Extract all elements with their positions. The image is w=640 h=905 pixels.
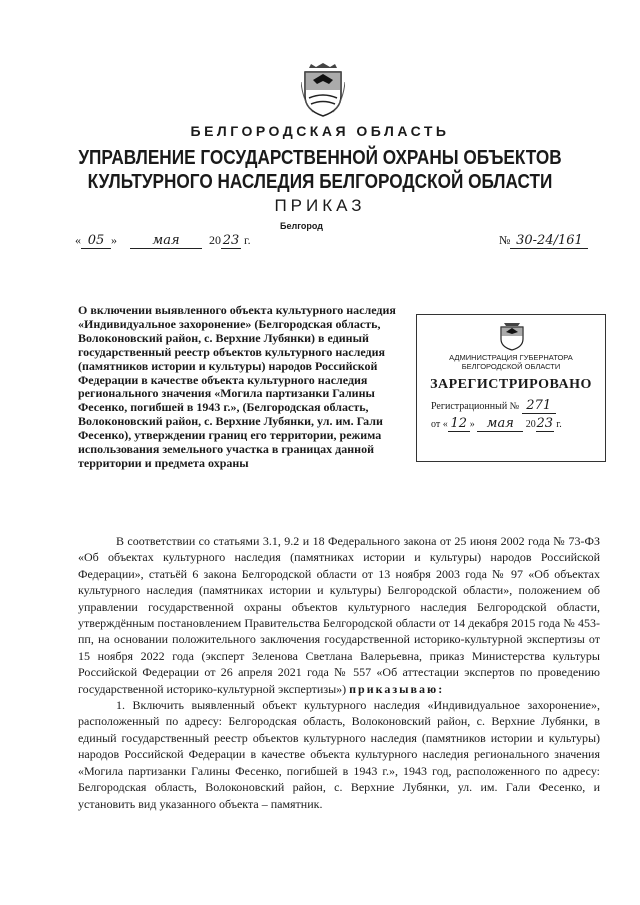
region-name: БЕЛГОРОДСКАЯ ОБЛАСТЬ <box>190 123 450 139</box>
date-month: мая <box>130 234 202 249</box>
order-number <box>499 233 588 249</box>
stamp-date-month: мая <box>477 417 523 432</box>
stamp-date-year-suffix: 23 <box>536 416 554 431</box>
document-type: ПРИКАЗ <box>274 196 366 215</box>
date-day: 05 <box>81 234 111 249</box>
city-name: Белгород <box>280 221 323 231</box>
stamp-registered: ЗАРЕГИСТРИРОВАНО <box>430 377 592 392</box>
order-word: приказываю: <box>349 681 445 696</box>
date-year-suffix: 23 <box>222 233 240 248</box>
stamp-reg-number-value: 271 <box>522 399 556 414</box>
stamp-date <box>431 417 562 432</box>
stamp-date-open-quote: « <box>442 419 448 430</box>
stamp-reg-number <box>431 399 556 414</box>
date-year-label: г. <box>244 233 251 247</box>
preamble-paragraph <box>78 533 600 697</box>
stamp-date-day: 12 <box>448 417 470 432</box>
date-year-prefix: 20 <box>209 233 221 247</box>
stamp-organization <box>417 353 605 371</box>
stamp-reg-number-label: Регистрационный № <box>431 401 520 412</box>
stamp-org-line-2: БЕЛГОРОДСКОЙ ОБЛАСТИ <box>461 362 561 371</box>
stamp-emblem-icon <box>499 321 525 351</box>
item-1-paragraph: 1. Включить выявленный объект культурного наследия «Индивидуальное захоронение», расположенный по адресу: Белгородская область, Волоконовский район, с. Верхние Лубянки, в единый государственный реестр объектов культурного наследия (памятников истории и культуры) народов Российской Федерации в качестве объекта культурного наследия регионального значения «Могила партизанки Галины Фесенко, погибшей в 1943 г.», 1943 год, расположенного по адресу: Белгородская область, Волоконовский район, с. Верхние Лубянки, ул. им. Гали Фесенко, и установить вид указанного объекта – памятник. <box>78 698 600 811</box>
department-line-1: УПРАВЛЕНИЕ ГОСУДАРСТВЕННОЙ ОХРАНЫ ОБЪЕКТОВ <box>78 147 562 169</box>
date-open-quote: « <box>75 233 81 247</box>
department-line-2: КУЛЬТУРНОГО НАСЛЕДИЯ БЕЛГОРОДСКОЙ ОБЛАСТИ <box>87 171 553 193</box>
department-name <box>45 146 595 194</box>
stamp-org-line-1: АДМИНИСТРАЦИЯ ГУБЕРНАТОРА <box>449 353 573 362</box>
coat-of-arms-icon <box>301 62 345 118</box>
number-prefix: № <box>499 233 511 247</box>
registration-stamp <box>416 314 606 462</box>
stamp-date-close-quote: » <box>469 419 475 430</box>
document-title: О включении выявленного объекта культурного наследия «Индивидуальное захоронение» (Белгородская область, Волоконовский район, с. Верхние Лубянки) в единый государственный реестр объектов культурного наследия (памятников истории и культуры) народов Российской Федерации в качестве объекта культурного наследия регионального значения «Могила партизанки Галины Фесенко, погибшей в 1943 г.», (Белгородская область, Волоконовский район, с. Верхние Лубянки, ул. им. Гали Фесенко), утверждении границ его территории, режима использования земельного участка в границах данной территории и предмета охраны <box>78 303 396 470</box>
date-close-quote: » <box>111 233 117 247</box>
stamp-date-from: от <box>431 419 441 430</box>
number-value: 30-24/161 <box>510 234 588 249</box>
stamp-date-year-prefix: 20 <box>525 419 536 430</box>
stamp-date-year-label: г. <box>556 419 562 430</box>
preamble-text: В соответствии со статьями 3.1, 9.2 и 18 Федерального закона от 25 июня 2002 года № 73-ФЗ «Об объектах культурного наследия (памятниках истории и культуры) народов Российской Федерации», статьёй 6 закона Белгородской области от 13 ноября 2003 года № 97 «Об объектах культурного наследия (памятниках истории и культуры) Белгородской области», положением об управлении государственной охраны объектов культурного наследия Белгородской области, утверждённым постановлением Правительства Белгородской области от 14 декабря 2015 года № 453-пп, на основании положительного заключения государственной историко-культурной экспертизы от 15 ноября 2022 года (эксперт Зеленова Светлана Валерьевна, приказ Министерства культуры Российской Федерации от 26 апреля 2021 года № 557 «Об аттестации экспертов по проведению государственной историко-культурной экспертизы») <box>78 534 600 696</box>
order-date <box>75 233 251 249</box>
document-body <box>78 533 600 812</box>
